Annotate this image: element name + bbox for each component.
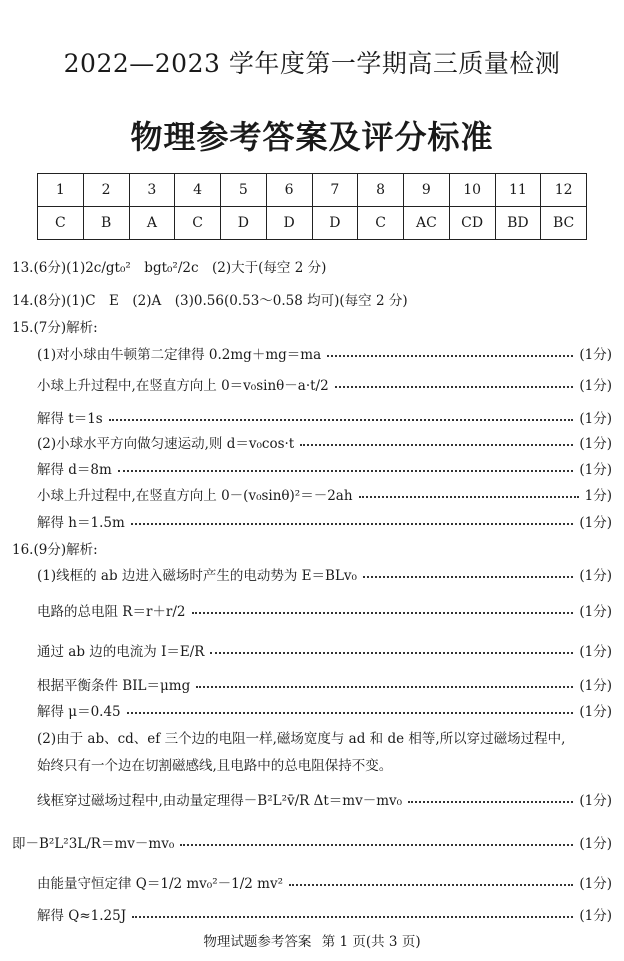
line-text: 14.(8分)(1)C E (2)A (3)0.56(0.53～0.58 均可)(每空 2 分) [12,293,408,309]
answer-line-q15-header [12,313,612,339]
dot-leader [118,470,574,472]
line-text: (2)由于 ab、cd、ef 三个边的电阻一样,磁场宽度与 ad 和 de 相等,所以穿过磁场过程中, [37,731,566,747]
line-score: (1分) [579,436,612,452]
dot-leader [180,844,573,846]
answer-cell: AC [404,207,450,240]
line-score: (1分) [579,704,612,720]
line-score: (1分) [579,568,612,584]
answer-line [37,340,612,366]
question-number-cell: 3 [129,174,175,207]
dot-leader [327,355,573,357]
line-text: 16.(9分)解析: [12,542,98,558]
question-number-cell: 11 [495,174,541,207]
dot-leader [335,386,574,388]
answer-cell: A [129,207,175,240]
question-number-cell: 12 [541,174,587,207]
answer-line [12,829,612,855]
dot-leader [131,523,574,525]
answer-line [37,404,612,430]
answer-line [37,724,612,750]
dot-leader [127,712,574,714]
line-text: (1)线框的 ab 边进入磁场时产生的电动势为 E＝BLv₀ [37,568,357,584]
document-title: 物理参考答案及评分标准 [130,118,494,156]
answer-line-q16-header [12,535,612,561]
dot-leader [109,419,574,421]
answer-cell: D [312,207,358,240]
line-text: 根据平衡条件 BIL＝μmg [37,678,191,694]
answer-line [37,697,612,723]
line-text: 即－B²L²3L/R＝mv－mv₀ [12,836,175,852]
line-text: 解得 μ＝0.45 [37,704,121,720]
line-score: (1分) [579,876,612,892]
line-score: (1分) [579,644,612,660]
line-score: (1分) [579,836,612,852]
line-score: (1分) [579,793,612,809]
question-number-cell: 10 [449,174,495,207]
question-number-cell: 7 [312,174,358,207]
page-footer [0,930,624,950]
line-text: 始终只有一个边在切割磁感线,且电路中的总电阻保持不变。 [37,758,393,774]
answer-cell: BD [495,207,541,240]
question-number-cell: 4 [175,174,221,207]
answer-table-answer-row [38,207,587,240]
line-score: (1分) [579,515,612,531]
answer-line [37,561,612,587]
line-text: 解得 Q≈1.25J [37,908,127,924]
line-text: 15.(7分)解析: [12,320,98,336]
line-score: (1分) [579,411,612,427]
answer-line [37,901,612,927]
line-text: 解得 d＝8m [37,462,112,478]
line-score: (1分) [579,908,612,924]
line-text: 13.(6分)(1)2c/gt₀² bgt₀²/2c (2)大于(每空 2 分) [12,260,327,276]
line-text: 线框穿过磁场过程中,由动量定理得－B²L²v̄/R Δt＝mv－mv₀ [37,793,403,809]
line-text: (2)小球水平方向做匀速运动,则 d＝v₀cos·t [37,436,295,452]
line-text: 通过 ab 边的电流为 I＝E/R [37,644,205,660]
answer-cell: BC [541,207,587,240]
answer-cell: C [38,207,84,240]
exam-title: 2022—2023 学年度第一学期高三质量检测 [63,49,561,78]
line-text: 小球上升过程中,在竖直方向上 0－(v₀sinθ)²＝－2ah [37,488,353,504]
answer-line [37,786,612,812]
question-number-cell: 2 [83,174,129,207]
answer-table-number-row [38,174,587,207]
dot-leader [300,444,573,446]
dot-leader [132,916,573,918]
question-number-cell: 6 [266,174,312,207]
line-score: 1分) [584,488,612,504]
line-text: 解得 t＝1s [37,411,103,427]
answer-line [37,455,612,481]
line-score: (1分) [579,678,612,694]
footer-doc-name: 物理试题参考答案 [203,934,312,950]
answer-cell: B [83,207,129,240]
answer-line [37,751,612,777]
line-text: 解得 h＝1.5m [37,515,125,531]
answer-line [37,508,612,534]
dot-leader [196,686,573,688]
answer-cell: CD [449,207,495,240]
question-number-cell: 1 [38,174,84,207]
dot-leader [192,612,574,614]
question-number-cell: 8 [358,174,404,207]
answer-line [37,637,612,663]
line-score: (1分) [579,462,612,478]
answer-line [37,429,612,455]
answer-line [37,371,612,397]
dot-leader [289,884,573,886]
dot-leader [359,496,579,498]
line-text: 由能量守恒定律 Q＝1/2 mv₀²－1/2 mv² [37,876,283,892]
answer-table [37,173,587,240]
question-number-cell: 9 [404,174,450,207]
dot-leader [210,652,573,654]
dot-leader [408,801,573,803]
answer-line [37,597,612,623]
question-number-cell: 5 [221,174,267,207]
footer-page-number: 第 1 页(共 3 页) [321,934,421,950]
answer-cell: C [358,207,404,240]
answer-line-q14 [12,286,612,312]
answer-line [37,481,612,507]
line-score: (1分) [579,347,612,363]
answer-line [37,671,612,697]
line-text: 电路的总电阻 R＝r＋r/2 [37,604,186,620]
answer-line [37,869,612,895]
answer-cell: D [221,207,267,240]
answer-line-q13 [12,253,612,279]
line-score: (1分) [579,378,612,394]
answer-cell: D [266,207,312,240]
answer-cell: C [175,207,221,240]
line-score: (1分) [579,604,612,620]
line-text: 小球上升过程中,在竖直方向上 0＝v₀sinθ－a·t/2 [37,378,329,394]
dot-leader [363,576,573,578]
line-text: (1)对小球由牛顿第二定律得 0.2mg＋mg＝ma [37,347,322,363]
